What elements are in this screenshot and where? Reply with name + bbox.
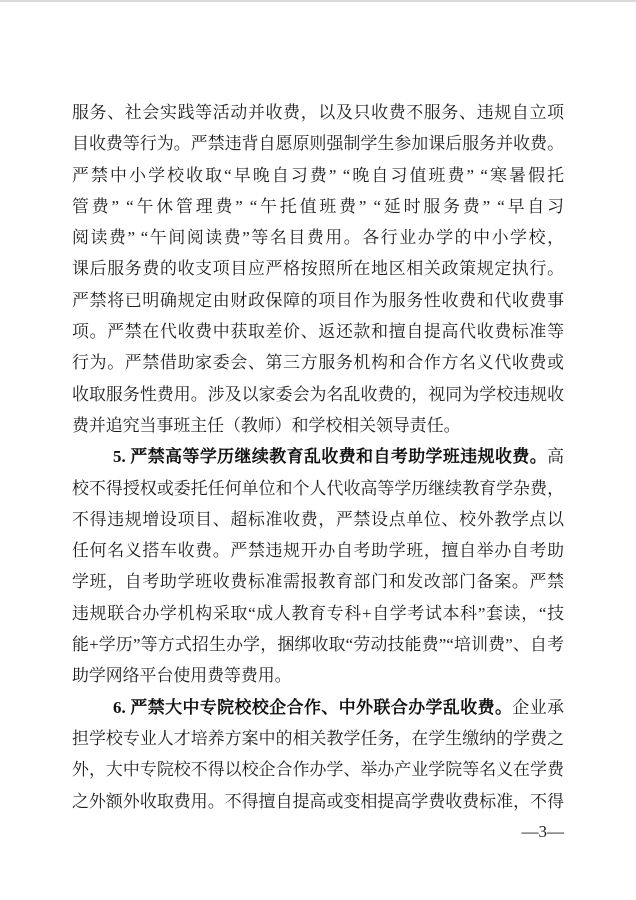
text-line: 服务、社会实践等活动并收费，以及只收费不服务、违规自立项	[72, 103, 564, 122]
item-5-heading: 5. 严禁高等学历继续教育乱收费和自考助学班违规收费。	[113, 447, 548, 467]
text-line: 不得违规增设项目、超标准收费，严禁设点单位、校外教学点以	[72, 509, 564, 529]
text-line: 任何名义搭车收费。严禁违规开办自考助学班，擅自举办自考助	[72, 541, 564, 561]
text-line: 之外额外收取费用。不得擅自提高或变相提高学费收费标准，不得	[72, 791, 564, 811]
item-6-heading: 6. 严禁大中专院校校企合作、中外联合办学乱收费。	[113, 697, 513, 717]
text-line: 担学校专业人才培养方案中的相关教学任务，在学生缴纳的学费之	[72, 728, 564, 748]
text-line: 校不得授权或委托任何单位和个人代收高等学历继续教育学杂费，	[72, 478, 564, 498]
text-line: 目收费等行为。严禁违背自愿原则强制学生参加课后服务并收费。	[72, 134, 564, 154]
text-line: 外，大中专院校不得以校企合作办学、举办产业学院等名义在学费	[72, 760, 564, 780]
document-body	[72, 97, 564, 817]
scan-edge-artifact	[0, 0, 636, 2]
text-line: 管费” “午休管理费” “午托值班费” “延时服务费” “早自习	[72, 196, 564, 216]
text-line: 课后服务费的收支项目应严格按照所在地区相关政策规定执行。	[72, 259, 564, 279]
text-line: 费并追究当事班主任（教师）和学校相关领导责任。	[72, 415, 461, 435]
text-line: 行为。严禁借助家委会、第三方服务机构和合作方名义代收费或	[72, 353, 564, 373]
text-line: 严禁将已明确规定由财政保障的项目作为服务性收费和代收费事	[72, 290, 564, 310]
text-line: 违规联合办学机构采取“成人教育专科+自学考试本科”套读，“技	[72, 603, 564, 623]
text-line-item-5	[72, 441, 564, 472]
text-line: 助学网络平台使用费等费用。	[72, 666, 292, 686]
text-line-item-6	[72, 692, 564, 723]
text-line: 项。严禁在代收费中获取差价、返还款和擅自提高代收费标准等	[72, 322, 564, 342]
text-line: 严禁中小学校收取“早晚自习费” “晚自习值班费” “寒暑假托	[72, 165, 564, 185]
item-5-body-start: 高	[547, 447, 564, 467]
item-6-body-start: 企业承	[512, 697, 565, 717]
text-line: 阅读费” “午间阅读费”等名目费用。各行业办学的中小学校，	[72, 228, 564, 248]
text-line: 能+学历”等方式招生办学，捆绑收取“劳动技能费”“培训费”、自考	[72, 635, 564, 655]
page-number: —3—	[521, 822, 564, 841]
text-line: 学班，自考助学班收费标准需报教育部门和发改部门备案。严禁	[72, 572, 564, 592]
text-line: 收取服务性费用。涉及以家委会为名乱收费的，视同为学校违规收	[72, 384, 564, 404]
